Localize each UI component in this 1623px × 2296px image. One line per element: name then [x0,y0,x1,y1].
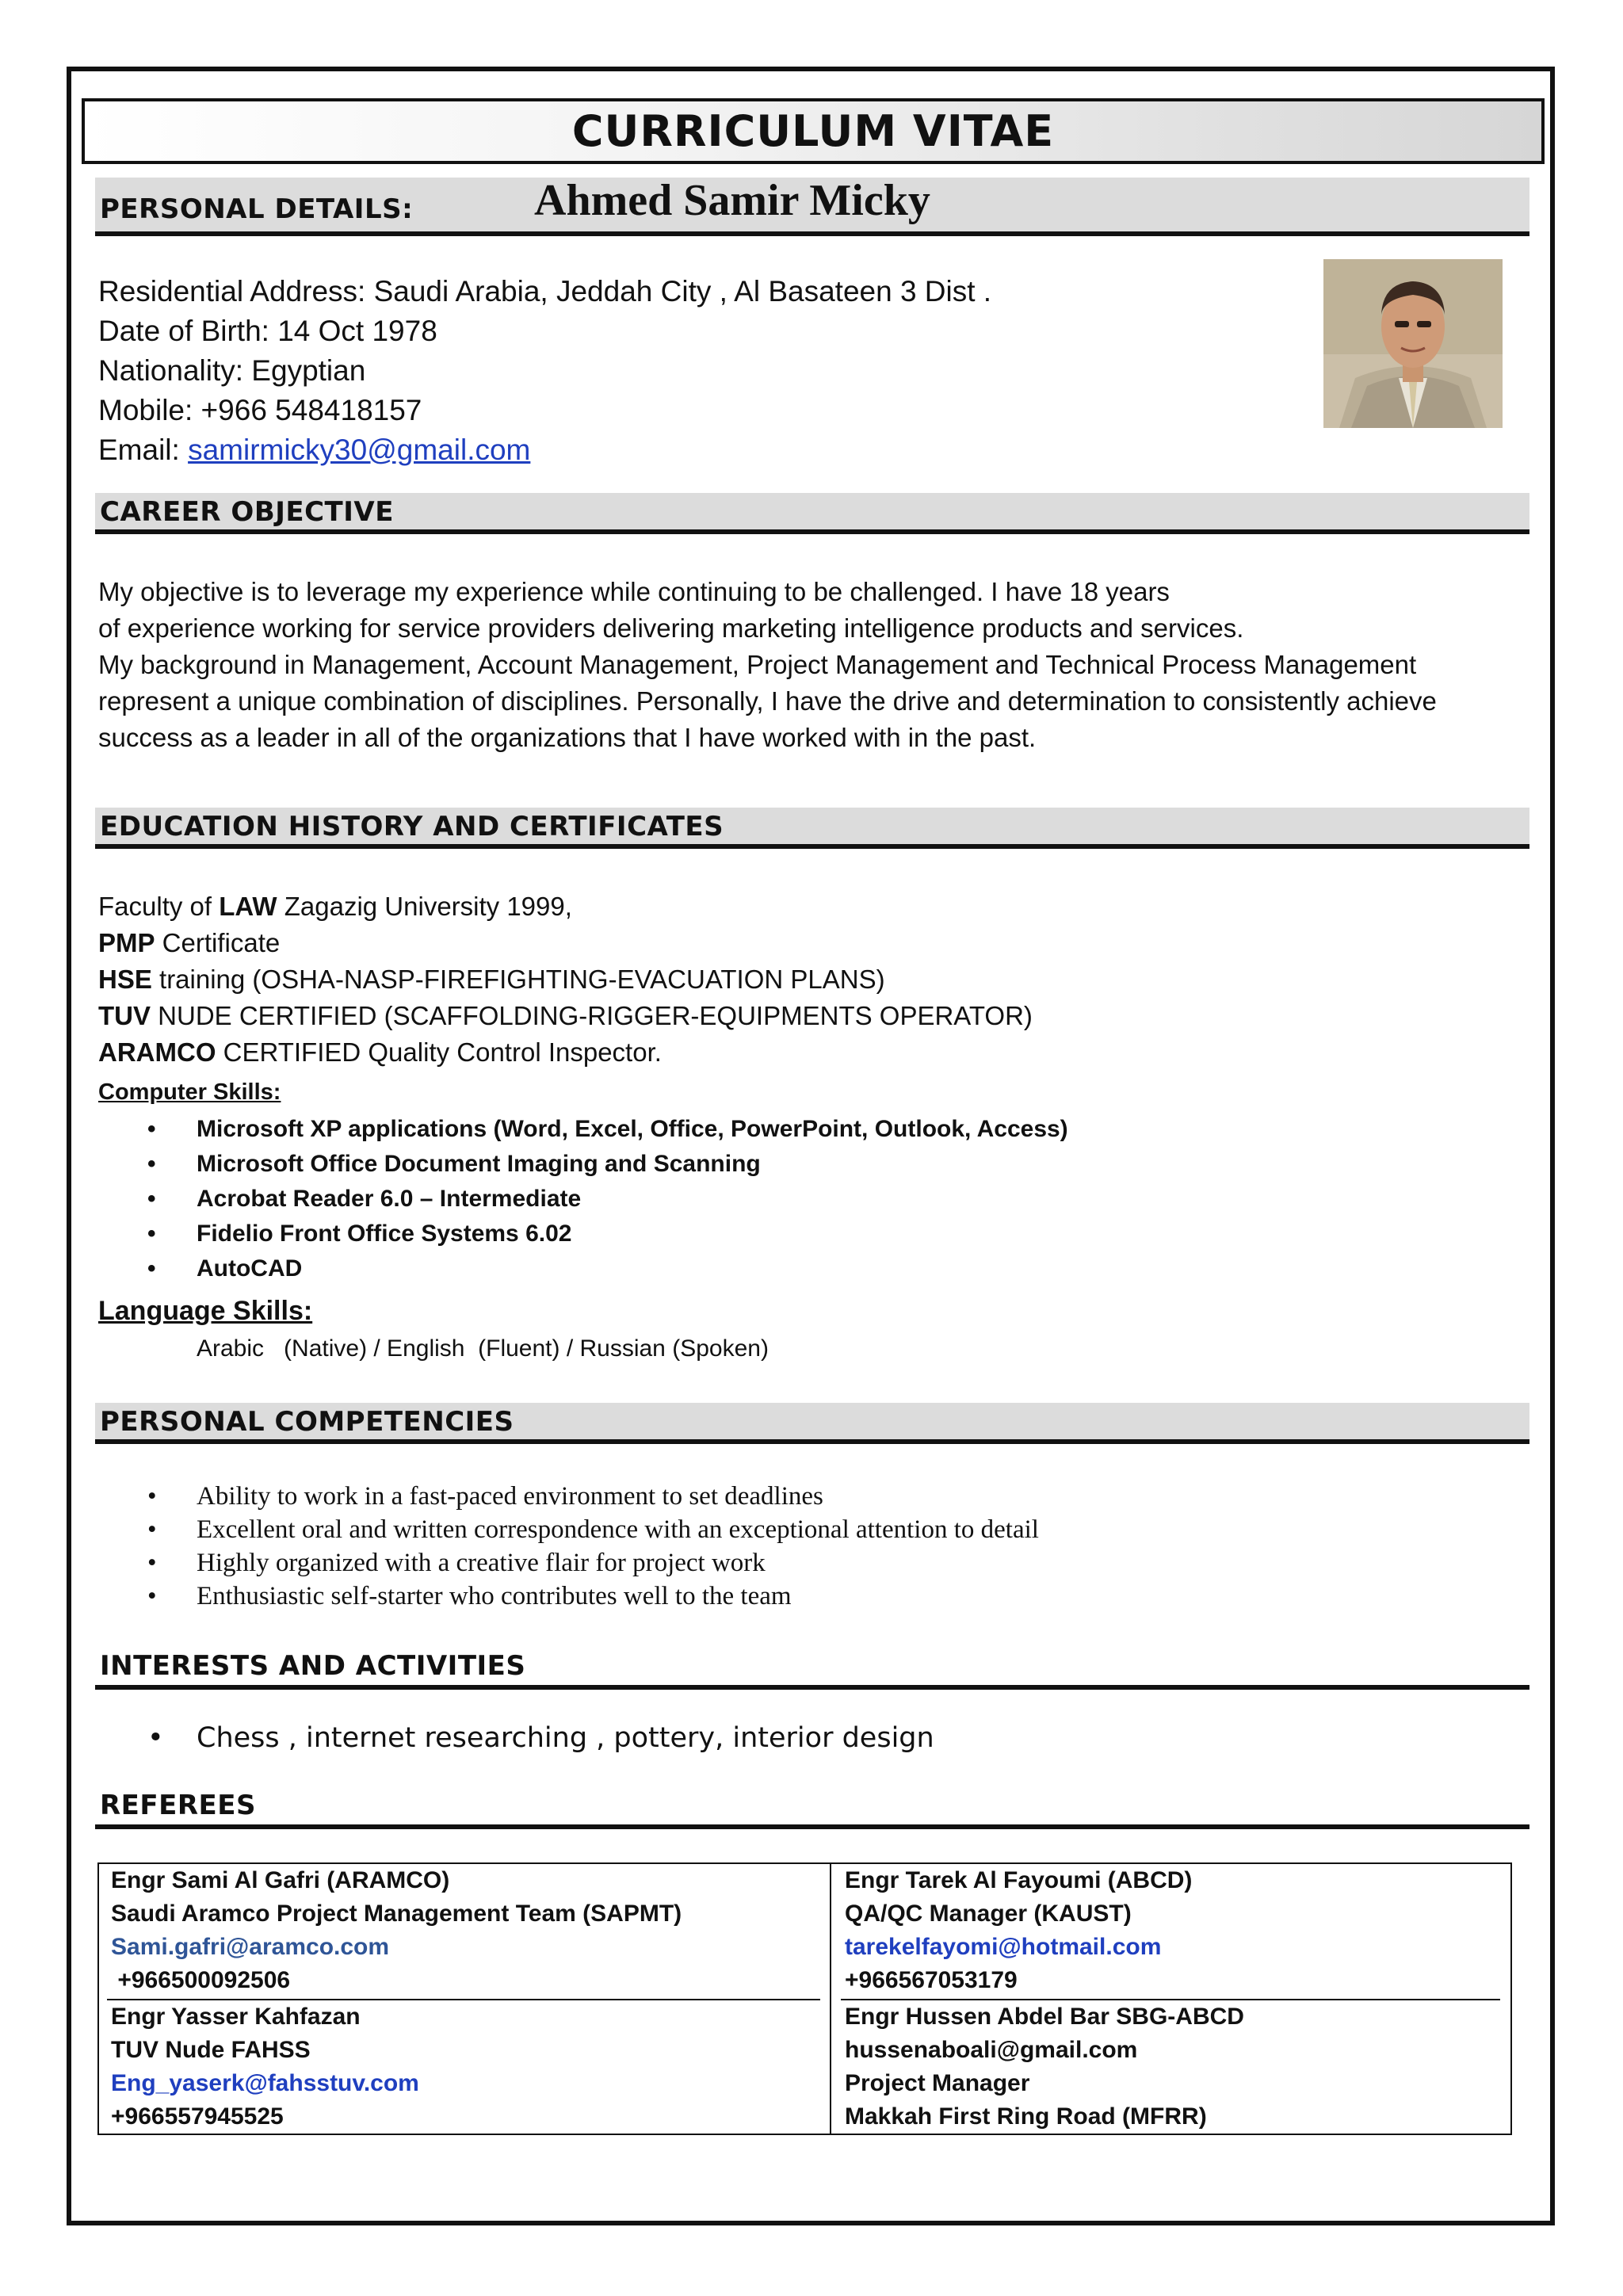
interests-list [98,1718,934,1758]
mobile-line: Mobile: +966 548418157 [98,394,422,426]
education-item: TUV NUDE CERTIFIED (SCAFFOLDING-RIGGER-EQUIPMENTS OPERATOR) [98,1001,1033,1030]
list-item: • Enthusiastic self-starter who contributes well to the team [98,1580,1039,1613]
referee-name: Engr Sami Al Gafri (ARAMCO) [111,1867,450,1893]
referee-name: Engr Hussen Abdel Bar SBG-ABCD [845,2004,1244,2030]
referee-org: Saudi Aramco Project Management Team (SAPMT) [111,1901,682,1927]
dob-line: Date of Birth: 14 Oct 1978 [98,315,437,347]
email-label: Email: [98,434,189,466]
referee-card [111,2000,419,2134]
list-item: • Microsoft Office Document Imaging and Scanning [98,1147,1068,1182]
list-item: • Fidelio Front Office Systems 6.02 [98,1217,1068,1251]
education-item: Faculty of LAW Zagazig University 1999, [98,892,572,921]
referee-email[interactable]: tarekelfayomi@hotmail.com [845,1934,1162,1960]
referee-org: TUV Nude FAHSS [111,2037,311,2063]
objective-line: success as a leader in all of the organizations that I have worked with in the past. [98,723,1037,752]
personal-details-label: PERSONAL DETAILS: [100,193,414,225]
career-objective-header [95,493,1529,534]
referee-email[interactable]: hussenaboali@gmail.com [845,2037,1138,2063]
bullet-icon: • [147,1116,156,1142]
career-objective-text [98,574,1533,756]
referee-name: Engr Tarek Al Fayoumi (ABCD) [845,1867,1193,1893]
referee-project: Makkah First Ring Road (MFRR) [845,2103,1207,2130]
objective-line: My objective is to leverage my experience while continuing to be challenged. I have 18 years [98,577,1170,606]
competencies-header [95,1403,1529,1444]
bullet-icon: • [147,1151,156,1177]
bullet-icon: • [147,1186,156,1212]
referee-phone: +966500092506 [111,1967,291,1993]
profile-photo [1323,259,1503,428]
bullet-icon: • [147,1722,164,1754]
referee-role: Project Manager [845,2070,1030,2096]
referee-card [111,1864,682,1997]
email-link[interactable]: samirmicky30@gmail.com [188,434,531,466]
bullet-icon: • [147,1482,157,1511]
personal-details-header [95,178,1529,236]
referee-card [845,1864,1192,1997]
referee-card [845,2000,1244,2134]
education-list [98,888,1533,1071]
competencies-list [98,1480,1039,1613]
objective-line: represent a unique combination of disciplines. Personally, I have the drive and determination to consistently achieve [98,686,1437,716]
competencies-label: PERSONAL COMPETENCIES [100,1406,514,1438]
candidate-name: Ahmed Samir Micky [534,176,930,225]
nationality-line: Nationality: Egyptian [98,354,366,387]
list-item: • Microsoft XP applications (Word, Excel, Office, PowerPoint, Outlook, Access) [98,1112,1068,1147]
referee-email[interactable]: Eng_yaserk@fahsstuv.com [111,2070,419,2096]
bullet-icon: • [147,1582,157,1610]
bullet-icon: • [147,1515,157,1544]
email-line [98,430,530,470]
interests-label: INTERESTS AND ACTIVITIES [100,1650,526,1682]
education-item: HSE training (OSHA-NASP-FIREFIGHTING-EVACUATION PLANS) [98,965,885,994]
languages-text: Arabic (Native) / English (Fluent) / Russian (Spoken) [197,1335,769,1362]
referee-name: Engr Yasser Kahfazan [111,2004,361,2030]
language-skills-heading: Language Skills: [98,1296,313,1326]
list-item: • Chess , internet researching , pottery, interior design [98,1718,934,1758]
bullet-icon: • [147,1549,157,1577]
referees-header [95,1788,1529,1829]
education-item: PMP Certificate [98,928,281,957]
objective-line: of experience working for service providers delivering marketing intelligence products and services. [98,613,1244,643]
computer-skills-heading: Computer Skills: [98,1079,281,1105]
address-line: Residential Address: Saudi Arabia, Jeddah City , Al Basateen 3 Dist . [98,275,992,308]
education-item: ARAMCO CERTIFIED Quality Control Inspector. [98,1037,662,1067]
education-header [95,808,1529,849]
list-item: • Acrobat Reader 6.0 – Intermediate [98,1182,1068,1217]
table-divider [830,1864,831,2134]
referees-label: REFEREES [100,1790,256,1821]
list-item: • Excellent oral and written correspondence with an exceptional attention to detail [98,1513,1039,1546]
education-label: EDUCATION HISTORY AND CERTIFICATES [100,811,724,842]
career-objective-label: CAREER OBJECTIVE [100,496,394,528]
bullet-icon: • [147,1221,156,1247]
referee-role: QA/QC Manager (KAUST) [845,1901,1132,1927]
referee-phone: +966557945525 [111,2103,284,2130]
computer-skills-list [98,1112,1068,1286]
interests-header [95,1648,1529,1690]
referee-email[interactable]: Sami.gafri@aramco.com [111,1934,390,1960]
bullet-icon: • [147,1255,156,1282]
list-item: • AutoCAD [98,1251,1068,1286]
list-item: • Ability to work in a fast-paced environment to set deadlines [98,1480,1039,1513]
referee-phone: +966567053179 [845,1967,1018,1993]
cv-title: CURRICULUM VITAE [82,98,1545,164]
list-item: • Highly organized with a creative flair for project work [98,1546,1039,1580]
objective-line: My background in Management, Account Management, Project Management and Technical Process Management [98,650,1417,679]
